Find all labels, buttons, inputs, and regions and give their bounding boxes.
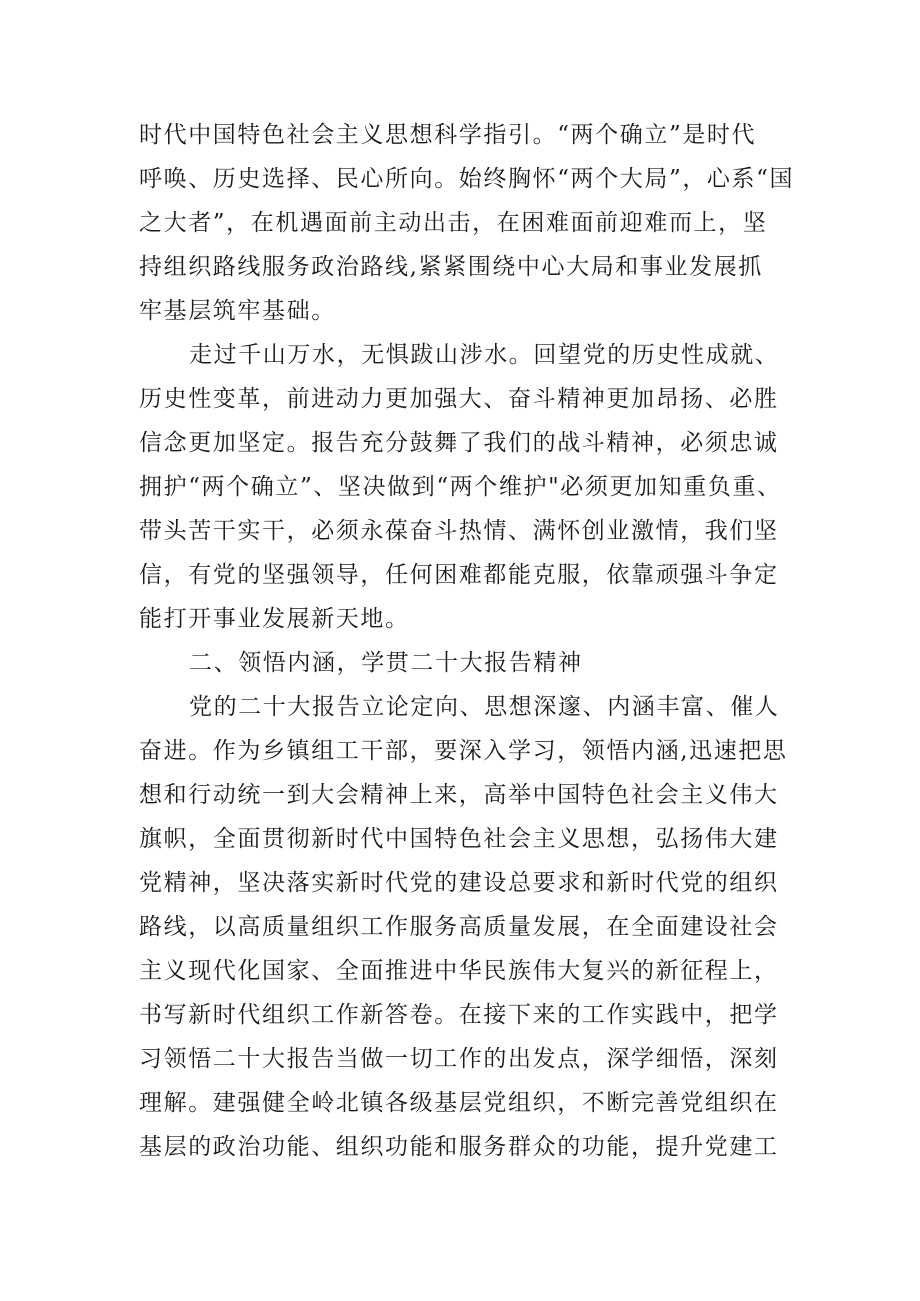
text-line: 时代中国特色社会主义思想科学指引。“两个确立”是时代 [139, 122, 757, 148]
section-heading: 二、领悟内涵，学贯二十大报告精神 [189, 650, 583, 676]
text-line: 历史性变革，前进动力更加强大、奋斗精神更加昂扬、必胜 [139, 386, 779, 412]
text-line: 书写新时代组织工作新答卷。在接下来的工作实践中，把学 [139, 1002, 779, 1028]
text-line: 信，有党的坚强领导，任何困难都能克服，依靠顽强斗争定 [139, 562, 779, 588]
text-line: 理解。建强健全岭北镇各级基层党组织，不断完善党组织在 [139, 1090, 779, 1116]
text-line: 奋进。作为乡镇组工干部，要深入学习，领悟内涵,迅速把思 [139, 738, 788, 764]
paragraph-first-line: 走过千山万水，无惧跋山涉水。回望党的历史性成就、 [189, 342, 780, 368]
text-line: 习领悟二十大报告当做一切工作的出发点，深学细悟，深刻 [139, 1046, 779, 1072]
document-body [139, 113, 795, 1169]
text-line: 想和行动统一到大会精神上来，高举中国特色社会主义伟大 [139, 782, 779, 808]
text-line: 之大者”，在机遇面前主动出击，在困难面前迎难而上，坚 [139, 210, 768, 236]
text-line: 党精神，坚决落实新时代党的建设总要求和新时代党的组织 [139, 870, 779, 896]
paragraph-first-line: 党的二十大报告立论定向、思想深邃、内涵丰富、催人 [189, 694, 780, 720]
text-line: 主义现代化国家、全面推进中华民族伟大复兴的新征程上， [139, 958, 779, 984]
text-line: 牢基层筑牢基础。 [139, 298, 336, 324]
text-line: 旗帜，全面贯彻新时代中国特色社会主义思想，弘扬伟大建 [139, 826, 779, 852]
text-line: 持组织路线服务政治路线,紧紧围绕中心大局和事业发展抓 [139, 254, 763, 280]
text-line: 基层的政治功能、组织功能和服务群众的功能，提升党建工 [139, 1134, 779, 1160]
text-line: 拥护“两个确立”、坚决做到“两个维护"必须更加知重负重、 [139, 474, 782, 500]
text-line: 路线，以高质量组织工作服务高质量发展，在全面建设社会 [139, 914, 779, 940]
text-line: 呼唤、历史选择、民心所向。始终胸怀“两个大局”，心系“国 [139, 166, 795, 192]
text-line: 信念更加坚定。报告充分鼓舞了我们的战斗精神，必须忠诚 [139, 430, 779, 456]
text-line: 能打开事业发展新天地。 [139, 606, 410, 632]
text-line: 带头苦干实干，必须永葆奋斗热情、满怀创业激情，我们坚 [139, 518, 779, 544]
